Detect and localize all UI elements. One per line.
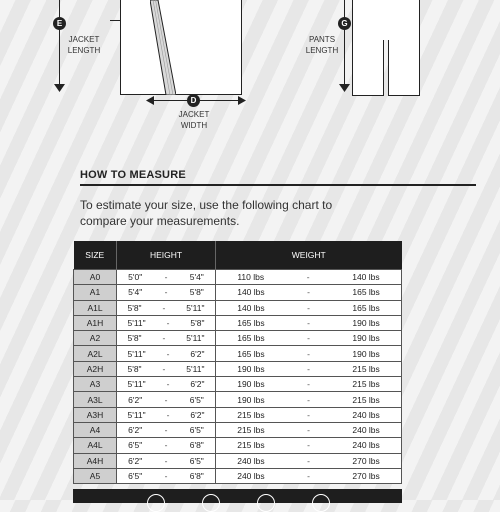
weight-min: 140 lbs	[237, 302, 265, 313]
height-min: 6'2"	[128, 425, 143, 436]
range-separator: -	[307, 302, 310, 313]
height-max: 5'4"	[189, 272, 204, 283]
range-separator: -	[307, 440, 310, 451]
height-cell	[117, 361, 216, 376]
height-min: 6'5"	[128, 440, 143, 451]
pants-length-label-line1: PANTS	[308, 35, 336, 44]
weight-cell	[216, 392, 402, 407]
jacket-width-label	[164, 109, 224, 131]
range-separator: -	[164, 440, 168, 451]
weight-max: 165 lbs	[352, 302, 380, 313]
weight-min: 140 lbs	[237, 287, 265, 298]
weight-max: 215 lbs	[352, 363, 380, 374]
jacket-length-label	[54, 34, 114, 56]
arrow-down-icon	[54, 84, 65, 92]
table-row	[74, 438, 402, 453]
height-min: 6'2"	[128, 455, 143, 466]
height-min: 5'0"	[128, 272, 143, 283]
size-cell: A4L	[74, 438, 117, 453]
range-separator: -	[306, 272, 310, 283]
range-separator: -	[307, 409, 310, 420]
marker-d-badge: D	[187, 94, 200, 107]
table-row	[74, 468, 402, 483]
size-cell: A4	[74, 422, 117, 437]
weight-max: 140 lbs	[352, 272, 380, 283]
weight-min: 215 lbs	[237, 409, 265, 420]
size-cell: A1H	[74, 315, 117, 330]
range-separator: -	[164, 287, 168, 298]
height-max: 5'11"	[186, 333, 205, 344]
pants-leg-gap	[383, 40, 389, 96]
range-separator: -	[162, 363, 166, 374]
table-row	[74, 422, 402, 437]
range-separator: -	[307, 394, 310, 405]
size-chart-table	[73, 241, 402, 484]
height-min: 5'11"	[127, 409, 146, 420]
weight-max: 270 lbs	[352, 455, 380, 466]
weight-cell	[216, 407, 402, 422]
weight-cell	[216, 377, 402, 392]
weight-cell	[216, 438, 402, 453]
height-cell	[117, 285, 216, 300]
range-separator: -	[307, 318, 310, 329]
section-intro: To estimate your size, use the following chart to compare your measurements.	[80, 198, 333, 228]
range-separator: -	[307, 455, 310, 466]
weight-cell	[216, 300, 402, 315]
size-cell: A5	[74, 468, 117, 483]
header-weight: WEIGHT	[216, 241, 402, 270]
weight-min: 240 lbs	[237, 471, 265, 481]
range-separator: -	[307, 333, 310, 344]
height-min: 5'4"	[128, 287, 143, 298]
weight-min: 165 lbs	[237, 333, 265, 344]
marker-c-circle	[147, 494, 165, 512]
weight-max: 215 lbs	[352, 394, 380, 405]
weight-min: 165 lbs	[237, 348, 265, 359]
header-height: HEIGHT	[117, 241, 216, 270]
weight-max: 240 lbs	[352, 425, 380, 436]
height-max: 6'2"	[190, 348, 205, 359]
height-min: 5'11"	[127, 318, 146, 329]
table-row	[74, 270, 402, 285]
table-row	[74, 285, 402, 300]
marker-d-circle	[202, 494, 220, 512]
weight-cell	[216, 315, 402, 330]
jacket-length-label-line1: JACKET	[68, 35, 100, 44]
jacket-illustration	[120, 0, 242, 95]
marker-e-badge: E	[53, 17, 66, 30]
size-cell: A2	[74, 331, 117, 346]
weight-max: 215 lbs	[352, 379, 380, 390]
weight-cell	[216, 270, 402, 285]
height-cell	[117, 438, 216, 453]
height-cell	[117, 468, 216, 483]
arrow-down-icon	[339, 84, 350, 92]
weight-cell	[216, 285, 402, 300]
weight-min: 215 lbs	[237, 440, 265, 451]
range-separator: -	[307, 287, 310, 298]
height-cell	[117, 377, 216, 392]
height-min: 6'5"	[128, 471, 143, 481]
height-max: 6'8"	[189, 471, 204, 481]
range-separator: -	[166, 409, 170, 420]
height-max: 5'8"	[190, 318, 205, 329]
jacket-lapel	[150, 0, 176, 95]
height-min: 5'8"	[127, 363, 142, 374]
weight-cell	[216, 422, 402, 437]
range-separator: -	[307, 348, 310, 359]
range-separator: -	[166, 348, 170, 359]
size-cell: A3	[74, 377, 117, 392]
size-cell: A0	[74, 270, 117, 285]
table-row	[74, 377, 402, 392]
height-max: 6'5"	[189, 425, 204, 436]
height-max: 5'8"	[189, 287, 204, 298]
range-separator: -	[307, 471, 310, 481]
weight-max: 190 lbs	[352, 333, 380, 344]
weight-min: 165 lbs	[237, 318, 265, 329]
weight-min: 190 lbs	[237, 379, 265, 390]
range-separator: -	[307, 379, 310, 390]
range-separator: -	[164, 394, 168, 405]
marker-e-circle	[257, 494, 275, 512]
size-cell: A2L	[74, 346, 117, 361]
range-separator: -	[164, 272, 168, 283]
table-row	[74, 361, 402, 376]
section-title: HOW TO MEASURE	[80, 169, 186, 181]
weight-max: 190 lbs	[352, 318, 380, 329]
table-row	[74, 407, 402, 422]
weight-max: 270 lbs	[352, 471, 380, 481]
size-cell: A1	[74, 285, 117, 300]
range-separator: -	[166, 318, 170, 329]
arrow-left-icon	[146, 96, 154, 105]
size-cell: A2H	[74, 361, 117, 376]
range-separator: -	[307, 363, 310, 374]
table-row	[74, 392, 402, 407]
weight-max: 240 lbs	[352, 409, 380, 420]
weight-min: 190 lbs	[237, 363, 265, 374]
height-cell	[117, 392, 216, 407]
range-separator: -	[166, 379, 170, 390]
range-separator: -	[162, 302, 166, 313]
height-cell	[117, 300, 216, 315]
marker-f-circle	[312, 494, 330, 512]
height-min: 5'11"	[127, 379, 146, 390]
weight-min: 190 lbs	[237, 394, 265, 405]
size-cell: A1L	[74, 300, 117, 315]
height-max: 6'5"	[189, 455, 204, 466]
height-cell	[117, 407, 216, 422]
table-row	[74, 453, 402, 468]
table-row	[74, 315, 402, 330]
weight-cell	[216, 453, 402, 468]
height-max: 5'11"	[186, 363, 205, 374]
height-max: 6'2"	[190, 379, 205, 390]
height-min: 5'11"	[127, 348, 146, 359]
jacket-width-label-line1: JACKET	[178, 110, 210, 119]
weight-max: 190 lbs	[352, 348, 380, 359]
height-cell	[117, 422, 216, 437]
height-min: 5'8"	[127, 302, 142, 313]
weight-cell	[216, 468, 402, 483]
jacket-length-label-line2: LENGTH	[67, 46, 101, 55]
header-size: SIZE	[74, 241, 117, 270]
height-max: 6'8"	[189, 440, 204, 451]
height-max: 5'11"	[186, 302, 205, 313]
height-min: 6'2"	[128, 394, 143, 405]
height-cell	[117, 270, 216, 285]
weight-cell	[216, 361, 402, 376]
size-cell: A4H	[74, 453, 117, 468]
weight-max: 165 lbs	[352, 287, 380, 298]
size-cell: A3H	[74, 407, 117, 422]
height-max: 6'2"	[190, 409, 205, 420]
weight-cell	[216, 331, 402, 346]
table-row	[74, 331, 402, 346]
height-max: 6'5"	[189, 394, 204, 405]
table-row	[74, 300, 402, 315]
range-separator: -	[164, 455, 168, 466]
range-separator: -	[162, 333, 166, 344]
table-header-row	[74, 241, 402, 270]
measurement-table-header	[73, 489, 402, 503]
weight-min: 240 lbs	[237, 455, 265, 466]
size-cell: A3L	[74, 392, 117, 407]
weight-cell	[216, 346, 402, 361]
height-min: 5'8"	[127, 333, 142, 344]
arrow-right-icon	[238, 96, 246, 105]
height-cell	[117, 453, 216, 468]
weight-max: 240 lbs	[352, 440, 380, 451]
table-row	[74, 346, 402, 361]
weight-min: 215 lbs	[237, 425, 265, 436]
range-separator: -	[164, 425, 168, 436]
pants-length-label	[292, 34, 352, 56]
pants-length-label-line2: LENGTH	[305, 46, 339, 55]
range-separator: -	[164, 471, 168, 481]
range-separator: -	[307, 425, 310, 436]
jacket-sleeve	[110, 0, 120, 21]
weight-min: 110 lbs	[237, 272, 265, 283]
height-cell	[117, 331, 216, 346]
jacket-width-label-line2: WIDTH	[180, 121, 208, 130]
height-cell	[117, 315, 216, 330]
section-divider	[80, 184, 476, 186]
marker-g-badge: G	[338, 17, 351, 30]
height-cell	[117, 346, 216, 361]
